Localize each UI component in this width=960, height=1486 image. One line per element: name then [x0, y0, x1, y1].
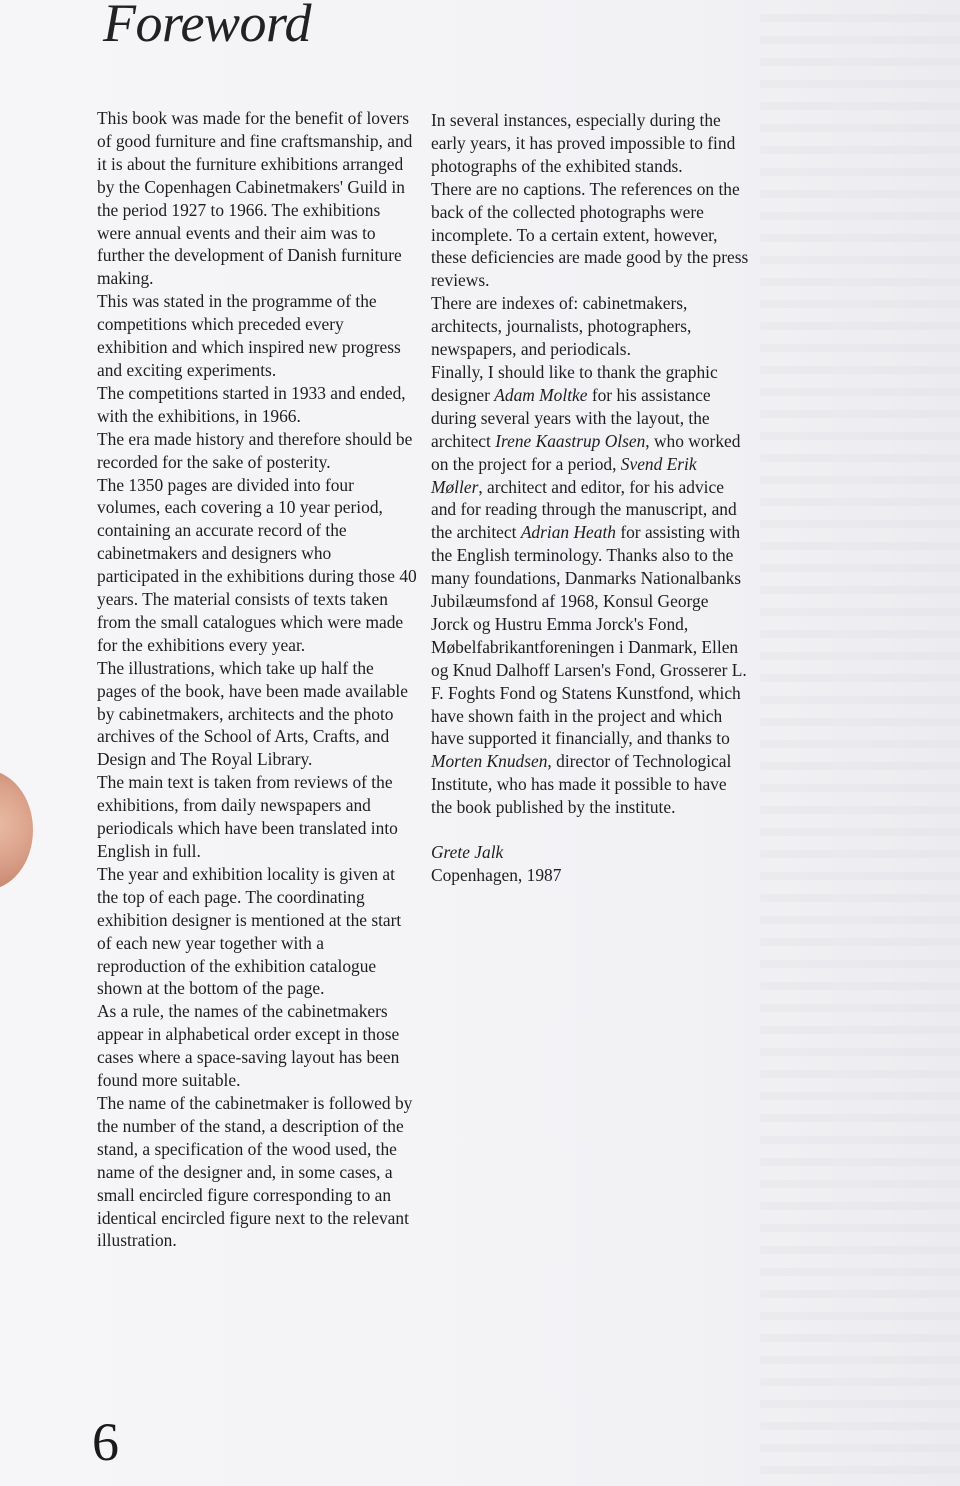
paragraph: The year and exhibition locality is given at the top of each page. The coordinating exhibition designer is mentioned at the start of each new year together with a reproduction of the exhibition catalogue shown at the bottom of the page.	[97, 863, 402, 999]
left-column	[97, 107, 417, 1252]
text-run: , architect and editor, for his advice and for reading through the manuscript, and the architect	[431, 476, 737, 543]
signature-place-date: Copenhagen, 1987	[431, 865, 562, 885]
text-run: Finally, I should like to thank the graphic designer	[431, 361, 718, 405]
signature	[431, 841, 749, 887]
paragraph: The name of the cabinetmaker is followed by the number of the stand, a description of the stand, a specification of the wood used, the name of the designer and, in some cases, a small encircled figure corresponding to an identical encircled figure next to the relevant illustration.	[97, 1092, 413, 1251]
person-name: Svend Erik Møller	[431, 453, 697, 497]
text-run: for assisting with the English terminology. Thanks also to the many foundations, Danmarks Nationalbanks Jubilæumsfond af 1968, Konsul George Jorck og Hustru Emma Jorck's Fond, Møbelfabrikantforeningen i Danmark, Ellen og Knud Dalhoff Larsen's Fond, Grosserer L. F. Foghts Fond og Statens Kunstfond, which have shown faith in the project and which have supported it financially, and thanks to	[431, 522, 747, 749]
paragraph: This book was made for the benefit of lovers of good furniture and fine craftsmanship, and it is about the furniture exhibitions arranged by the Copenhagen Cabinetmakers' Guild in the period 1927 to 1966. The exhibitions were annual events and their aim was to further the development of Danish furniture making.	[97, 108, 413, 289]
paragraph: The competitions started in 1933 and ended, with the exhibitions, in 1966.	[97, 382, 406, 426]
paragraph: In several instances, especially during the early years, it has proved impossible to find photographs of the exhibited stands.	[431, 110, 736, 176]
text-run: , who worked on the project for a period,	[431, 430, 741, 474]
paragraph: The illustrations, which take up half the pages of the book, have been made available by cabinetmakers, architects and the photo archives of the School of Arts, Crafts, and Design and The Royal Library.	[97, 657, 408, 770]
paragraph: There are no captions. The references on the back of the collected photographs were incomplete. To a certain extent, however, these deficiencies are made good by the press reviews.	[431, 178, 749, 291]
text-run: for his assistance during several years with the layout, the architect	[431, 384, 711, 451]
person-name: Morten Knudsen	[431, 751, 548, 772]
paragraph: The main text is taken from reviews of the exhibitions, from daily newspapers and periodicals which have been translated into English in full.	[97, 772, 398, 861]
paragraph: This was stated in the programme of the competitions which preceded every exhibition and which inspired new progress and exciting experiments.	[97, 291, 401, 380]
paragraph: As a rule, the names of the cabinetmakers appear in alphabetical order except in those cases where a space-saving layout has been found more suitable.	[97, 1001, 400, 1091]
thumb-in-frame	[0, 770, 33, 890]
signature-name: Grete Jalk	[431, 842, 504, 863]
show-through-text	[760, 0, 960, 1486]
person-name: Irene Kaastrup Olsen	[495, 430, 646, 451]
text-run: , director of Technological Institute, who has made it possible to have the book published by the institute.	[431, 751, 732, 818]
page-title: Foreword	[103, 0, 311, 53]
paragraph: There are indexes of: cabinetmakers, architects, journalists, photographers, newspapers, and periodicals.	[431, 293, 692, 360]
right-column	[431, 109, 749, 887]
acknowledgements-paragraph	[431, 361, 749, 819]
paragraph: The 1350 pages are divided into four volumes, each covering a 10 year period, containing an accurate record of the cabinetmakers and designers who participated in the exhibitions during those 40 years. The material consists of texts taken from the small catalogues which were made for the exhibitions every year.	[97, 474, 417, 655]
page-number: 6	[92, 1412, 119, 1472]
person-name: Adrian Heath	[520, 522, 616, 543]
paragraph: The era made history and therefore should be recorded for the sake of posterity.	[97, 428, 413, 472]
person-name: Adam Moltke	[494, 384, 588, 405]
